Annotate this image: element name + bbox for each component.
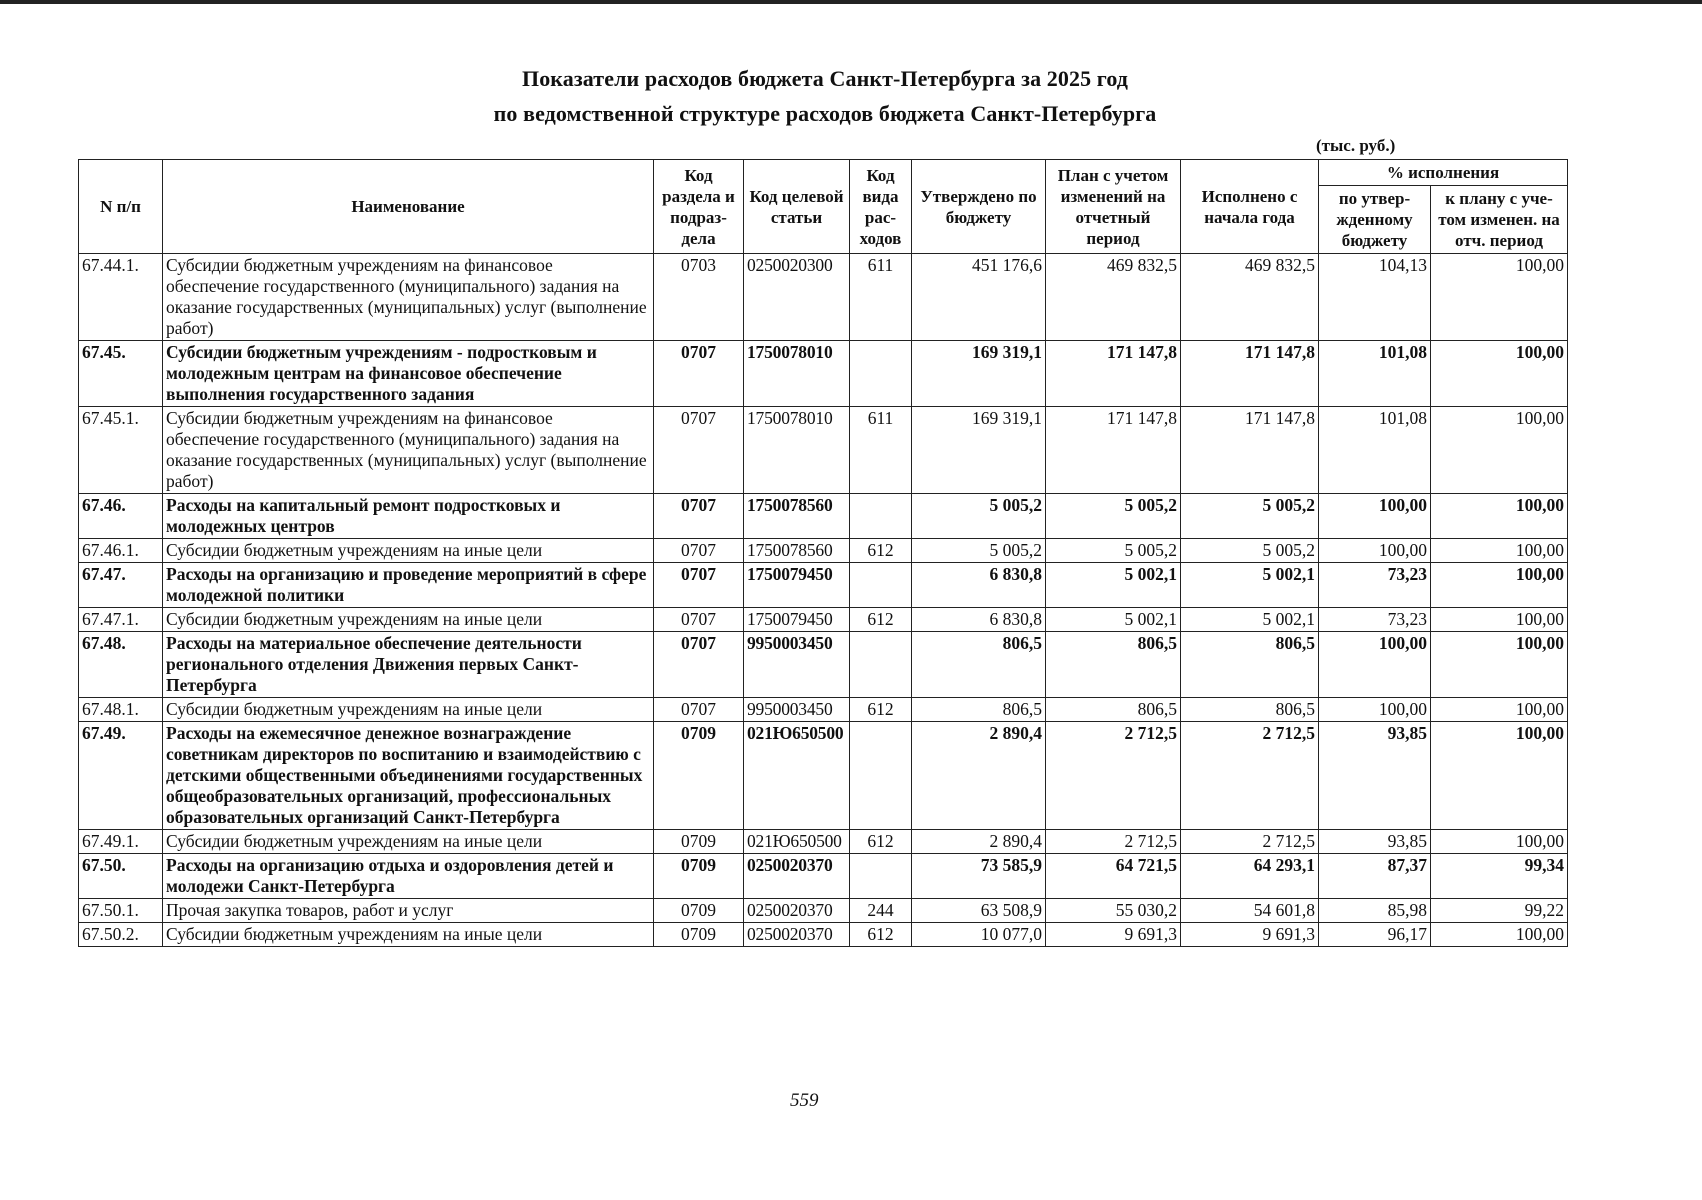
row-pct-approved: 100,00 — [1319, 698, 1431, 722]
row-expense-type: 611 — [850, 254, 912, 341]
table-row — [79, 923, 1568, 947]
row-name: Субсидии бюджетным учреждениям на финансовое обеспечение государственного (муниципального) задания на оказание государственных (муниципальных) услуг (выполнение работ) — [163, 407, 654, 494]
header-expense-type: Код вида рас-ходов — [850, 160, 912, 254]
row-executed: 5 002,1 — [1181, 563, 1319, 608]
row-number: 67.47. — [79, 563, 163, 608]
row-number: 67.49.1. — [79, 830, 163, 854]
header-approved: Утверждено по бюджету — [912, 160, 1046, 254]
row-number: 67.49. — [79, 722, 163, 830]
row-approved: 10 077,0 — [912, 923, 1046, 947]
row-pct-approved: 100,00 — [1319, 632, 1431, 698]
row-section-code: 0707 — [654, 563, 744, 608]
row-pct-approved: 101,08 — [1319, 407, 1431, 494]
row-plan: 2 712,5 — [1046, 830, 1181, 854]
row-approved: 6 830,8 — [912, 608, 1046, 632]
row-section-code: 0707 — [654, 494, 744, 539]
row-pct-approved: 101,08 — [1319, 341, 1431, 407]
row-executed: 54 601,8 — [1181, 899, 1319, 923]
table-row — [79, 563, 1568, 608]
row-approved: 451 176,6 — [912, 254, 1046, 341]
row-expense-type: 612 — [850, 830, 912, 854]
table-row — [79, 407, 1568, 494]
row-pct-plan: 100,00 — [1431, 608, 1568, 632]
table-header — [79, 160, 1568, 254]
row-section-code: 0707 — [654, 407, 744, 494]
row-number: 67.50. — [79, 854, 163, 899]
row-number: 67.45. — [79, 341, 163, 407]
row-target-code: 0250020370 — [744, 854, 850, 899]
page-number: 559 — [790, 1090, 819, 1111]
row-name: Субсидии бюджетным учреждениям - подростковым и молодежным центрам на финансовое обеспечение выполнения государственного задания — [163, 341, 654, 407]
header-name: Наименование — [163, 160, 654, 254]
row-pct-plan: 100,00 — [1431, 632, 1568, 698]
row-target-code: 021Ю650500 — [744, 722, 850, 830]
header-target-code: Код целевой статьи — [744, 160, 850, 254]
row-pct-plan: 100,00 — [1431, 341, 1568, 407]
row-name: Прочая закупка товаров, работ и услуг — [163, 899, 654, 923]
row-target-code: 1750078010 — [744, 407, 850, 494]
row-section-code: 0709 — [654, 854, 744, 899]
row-expense-type — [850, 494, 912, 539]
row-name: Расходы на организацию отдыха и оздоровления детей и молодежи Санкт-Петербурга — [163, 854, 654, 899]
row-plan: 171 147,8 — [1046, 341, 1181, 407]
table-row — [79, 341, 1568, 407]
row-pct-approved: 93,85 — [1319, 722, 1431, 830]
header-pct-approved: по утвер-жденному бюджету — [1319, 186, 1431, 254]
table-row — [79, 698, 1568, 722]
row-pct-plan: 100,00 — [1431, 254, 1568, 341]
header-executed: Исполнено с начала года — [1181, 160, 1319, 254]
table-row — [79, 539, 1568, 563]
page-title: Показатели расходов бюджета Санкт-Петербурга за 2025 год — [521, 66, 1129, 91]
row-pct-approved: 100,00 — [1319, 494, 1431, 539]
row-plan: 171 147,8 — [1046, 407, 1181, 494]
row-pct-approved: 87,37 — [1319, 854, 1431, 899]
row-approved: 2 890,4 — [912, 722, 1046, 830]
row-pct-approved: 73,23 — [1319, 608, 1431, 632]
row-name: Субсидии бюджетным учреждениям на иные цели — [163, 539, 654, 563]
row-plan: 5 005,2 — [1046, 539, 1181, 563]
row-expense-type: 611 — [850, 407, 912, 494]
header-pct-group: % исполнения — [1319, 160, 1568, 186]
row-section-code: 0709 — [654, 899, 744, 923]
row-section-code: 0707 — [654, 608, 744, 632]
table-row — [79, 899, 1568, 923]
row-name: Субсидии бюджетным учреждениям на иные цели — [163, 830, 654, 854]
row-plan: 2 712,5 — [1046, 722, 1181, 830]
row-pct-plan: 100,00 — [1431, 830, 1568, 854]
row-approved: 6 830,8 — [912, 563, 1046, 608]
row-section-code: 0707 — [654, 539, 744, 563]
row-expense-type — [850, 854, 912, 899]
row-number: 67.48.1. — [79, 698, 163, 722]
row-pct-plan: 100,00 — [1431, 563, 1568, 608]
row-pct-plan: 99,22 — [1431, 899, 1568, 923]
row-section-code: 0707 — [654, 632, 744, 698]
row-target-code: 1750079450 — [744, 608, 850, 632]
row-pct-approved: 104,13 — [1319, 254, 1431, 341]
row-pct-plan: 100,00 — [1431, 722, 1568, 830]
row-target-code: 9950003450 — [744, 698, 850, 722]
row-expense-type: 612 — [850, 698, 912, 722]
row-number: 67.50.1. — [79, 899, 163, 923]
table-row — [79, 632, 1568, 698]
row-expense-type: 612 — [850, 608, 912, 632]
row-approved: 806,5 — [912, 632, 1046, 698]
row-pct-plan: 100,00 — [1431, 698, 1568, 722]
row-executed: 806,5 — [1181, 632, 1319, 698]
row-executed: 5 005,2 — [1181, 494, 1319, 539]
row-expense-type: 244 — [850, 899, 912, 923]
row-target-code: 1750078560 — [744, 539, 850, 563]
table-row — [79, 854, 1568, 899]
row-approved: 5 005,2 — [912, 539, 1046, 563]
row-name: Расходы на ежемесячное денежное вознаграждение советникам директоров по воспитанию и взаимодействию с детскими общественными объединениями государственных общеобразовательных организаций, профессиональных образовательных организаций Санкт-Петербурга — [163, 722, 654, 830]
row-executed: 171 147,8 — [1181, 341, 1319, 407]
row-pct-approved: 93,85 — [1319, 830, 1431, 854]
scan-top-border — [0, 0, 1702, 4]
row-target-code: 1750079450 — [744, 563, 850, 608]
row-number: 67.48. — [79, 632, 163, 698]
row-plan: 5 002,1 — [1046, 608, 1181, 632]
row-pct-approved: 73,23 — [1319, 563, 1431, 608]
units-label: (тыс. руб.) — [1316, 136, 1396, 155]
row-number: 67.45.1. — [79, 407, 163, 494]
row-plan: 5 005,2 — [1046, 494, 1181, 539]
row-executed: 9 691,3 — [1181, 923, 1319, 947]
row-approved: 5 005,2 — [912, 494, 1046, 539]
header-plan: План с учетом изменений на отчетный период — [1046, 160, 1181, 254]
row-approved: 806,5 — [912, 698, 1046, 722]
row-plan: 64 721,5 — [1046, 854, 1181, 899]
row-name: Субсидии бюджетным учреждениям на иные цели — [163, 923, 654, 947]
row-executed: 806,5 — [1181, 698, 1319, 722]
row-target-code: 021Ю650500 — [744, 830, 850, 854]
row-plan: 55 030,2 — [1046, 899, 1181, 923]
table-row — [79, 608, 1568, 632]
row-number: 67.50.2. — [79, 923, 163, 947]
row-target-code: 0250020370 — [744, 899, 850, 923]
row-plan: 806,5 — [1046, 698, 1181, 722]
row-executed: 2 712,5 — [1181, 722, 1319, 830]
row-target-code: 0250020300 — [744, 254, 850, 341]
row-section-code: 0709 — [654, 722, 744, 830]
row-section-code: 0709 — [654, 830, 744, 854]
row-name: Субсидии бюджетным учреждениям на иные цели — [163, 698, 654, 722]
row-approved: 2 890,4 — [912, 830, 1046, 854]
row-number: 67.44.1. — [79, 254, 163, 341]
row-section-code: 0707 — [654, 698, 744, 722]
row-pct-plan: 99,34 — [1431, 854, 1568, 899]
row-executed: 2 712,5 — [1181, 830, 1319, 854]
header-section-code: Код раздела и подраз-дела — [654, 160, 744, 254]
row-expense-type: 612 — [850, 539, 912, 563]
row-name: Субсидии бюджетным учреждениям на иные цели — [163, 608, 654, 632]
row-approved: 169 319,1 — [912, 341, 1046, 407]
row-plan: 806,5 — [1046, 632, 1181, 698]
row-pct-plan: 100,00 — [1431, 923, 1568, 947]
row-target-code: 1750078010 — [744, 341, 850, 407]
table-row — [79, 722, 1568, 830]
row-pct-plan: 100,00 — [1431, 494, 1568, 539]
row-plan: 9 691,3 — [1046, 923, 1181, 947]
row-name: Расходы на материальное обеспечение деятельности регионального отделения Движения первых Санкт-Петербурга — [163, 632, 654, 698]
row-approved: 63 508,9 — [912, 899, 1046, 923]
row-expense-type — [850, 341, 912, 407]
row-pct-approved: 85,98 — [1319, 899, 1431, 923]
row-executed: 5 002,1 — [1181, 608, 1319, 632]
row-expense-type — [850, 632, 912, 698]
row-section-code: 0707 — [654, 341, 744, 407]
row-number: 67.47.1. — [79, 608, 163, 632]
row-executed: 469 832,5 — [1181, 254, 1319, 341]
row-number: 67.46. — [79, 494, 163, 539]
page-subtitle: по ведомственной структуре расходов бюджета Санкт-Петербурга — [493, 101, 1157, 126]
row-expense-type — [850, 722, 912, 830]
row-plan: 5 002,1 — [1046, 563, 1181, 608]
row-section-code: 0703 — [654, 254, 744, 341]
row-expense-type: 612 — [850, 923, 912, 947]
table-body — [79, 254, 1568, 947]
row-target-code: 0250020370 — [744, 923, 850, 947]
row-executed: 64 293,1 — [1181, 854, 1319, 899]
row-executed: 5 005,2 — [1181, 539, 1319, 563]
row-approved: 73 585,9 — [912, 854, 1046, 899]
budget-table — [78, 159, 1568, 947]
table-row — [79, 830, 1568, 854]
row-target-code: 9950003450 — [744, 632, 850, 698]
row-section-code: 0709 — [654, 923, 744, 947]
row-pct-approved: 96,17 — [1319, 923, 1431, 947]
row-target-code: 1750078560 — [744, 494, 850, 539]
row-approved: 169 319,1 — [912, 407, 1046, 494]
row-name: Субсидии бюджетным учреждениям на финансовое обеспечение государственного (муниципального) задания на оказание государственных (муниципальных) услуг (выполнение работ) — [163, 254, 654, 341]
row-pct-plan: 100,00 — [1431, 407, 1568, 494]
row-plan: 469 832,5 — [1046, 254, 1181, 341]
header-n: N п/п — [79, 160, 163, 254]
table-row — [79, 494, 1568, 539]
table-row — [79, 254, 1568, 341]
row-expense-type — [850, 563, 912, 608]
row-pct-plan: 100,00 — [1431, 539, 1568, 563]
row-name: Расходы на капитальный ремонт подростковых и молодежных центров — [163, 494, 654, 539]
row-number: 67.46.1. — [79, 539, 163, 563]
row-name: Расходы на организацию и проведение мероприятий в сфере молодежной политики — [163, 563, 654, 608]
row-pct-approved: 100,00 — [1319, 539, 1431, 563]
header-pct-plan: к плану с уче-том изменен. на отч. период — [1431, 186, 1568, 254]
row-executed: 171 147,8 — [1181, 407, 1319, 494]
